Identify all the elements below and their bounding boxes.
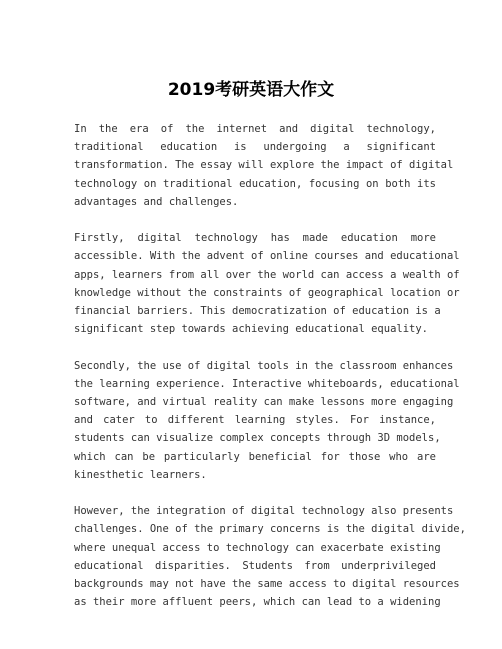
text-line: advantages and challenges. [74,195,239,208]
text-line: kinesthetic learners. [74,468,207,481]
text-line: Secondly, the use of digital tools in the classroom enhances [74,359,454,372]
text-line: traditional education is undergoing a significant [74,141,436,154]
text-line: significant step towards achieving educational equality. [74,323,429,336]
text-line: transformation. The essay will explore the impact of digital [74,159,454,172]
text-line: where unequal access to technology can exacerbate existing [74,541,441,554]
text-line: accessible. With the advent of online courses and educational [74,250,460,263]
text-line: knowledge without the constraints of geographical location or [74,286,460,299]
text-line: However, the integration of digital technology also presents [74,505,454,518]
text-line: Firstly, digital technology has made education more [74,232,436,245]
text-line: educational disparities. Students from underprivileged [74,559,436,572]
document-title: 2019考研英语大作文 [167,80,335,100]
text-line: the learning experience. Interactive whiteboards, educational [74,377,460,390]
text-line: students can visualize complex concepts through 3D models, [74,432,441,445]
text-line: financial barriers. This democratization of education is a [74,305,441,318]
text-line: In the era of the internet and digital technology, [74,123,436,135]
text-line: as their more affluent peers, which can lead to a widening [74,596,441,609]
text-line: apps, learners from all over the world can access a wealth of [74,268,460,281]
paragraph-3 [74,357,460,484]
text-line: and cater to different learning styles. For instance, [74,414,436,427]
paragraph-1 [74,120,454,211]
text-line: backgrounds may not have the same access to digital resources [74,578,460,591]
paragraph-2 [74,229,460,338]
text-line: technology on traditional education, focusing on both its [74,177,436,190]
text-line: challenges. One of the primary concerns is the digital divide, [74,523,466,536]
document-body [74,120,466,630]
text-line: which can be particularly beneficial for those who are [74,450,436,463]
paragraph-4 [74,502,466,611]
text-line: software, and virtual reality can make lessons more engaging [74,396,454,409]
